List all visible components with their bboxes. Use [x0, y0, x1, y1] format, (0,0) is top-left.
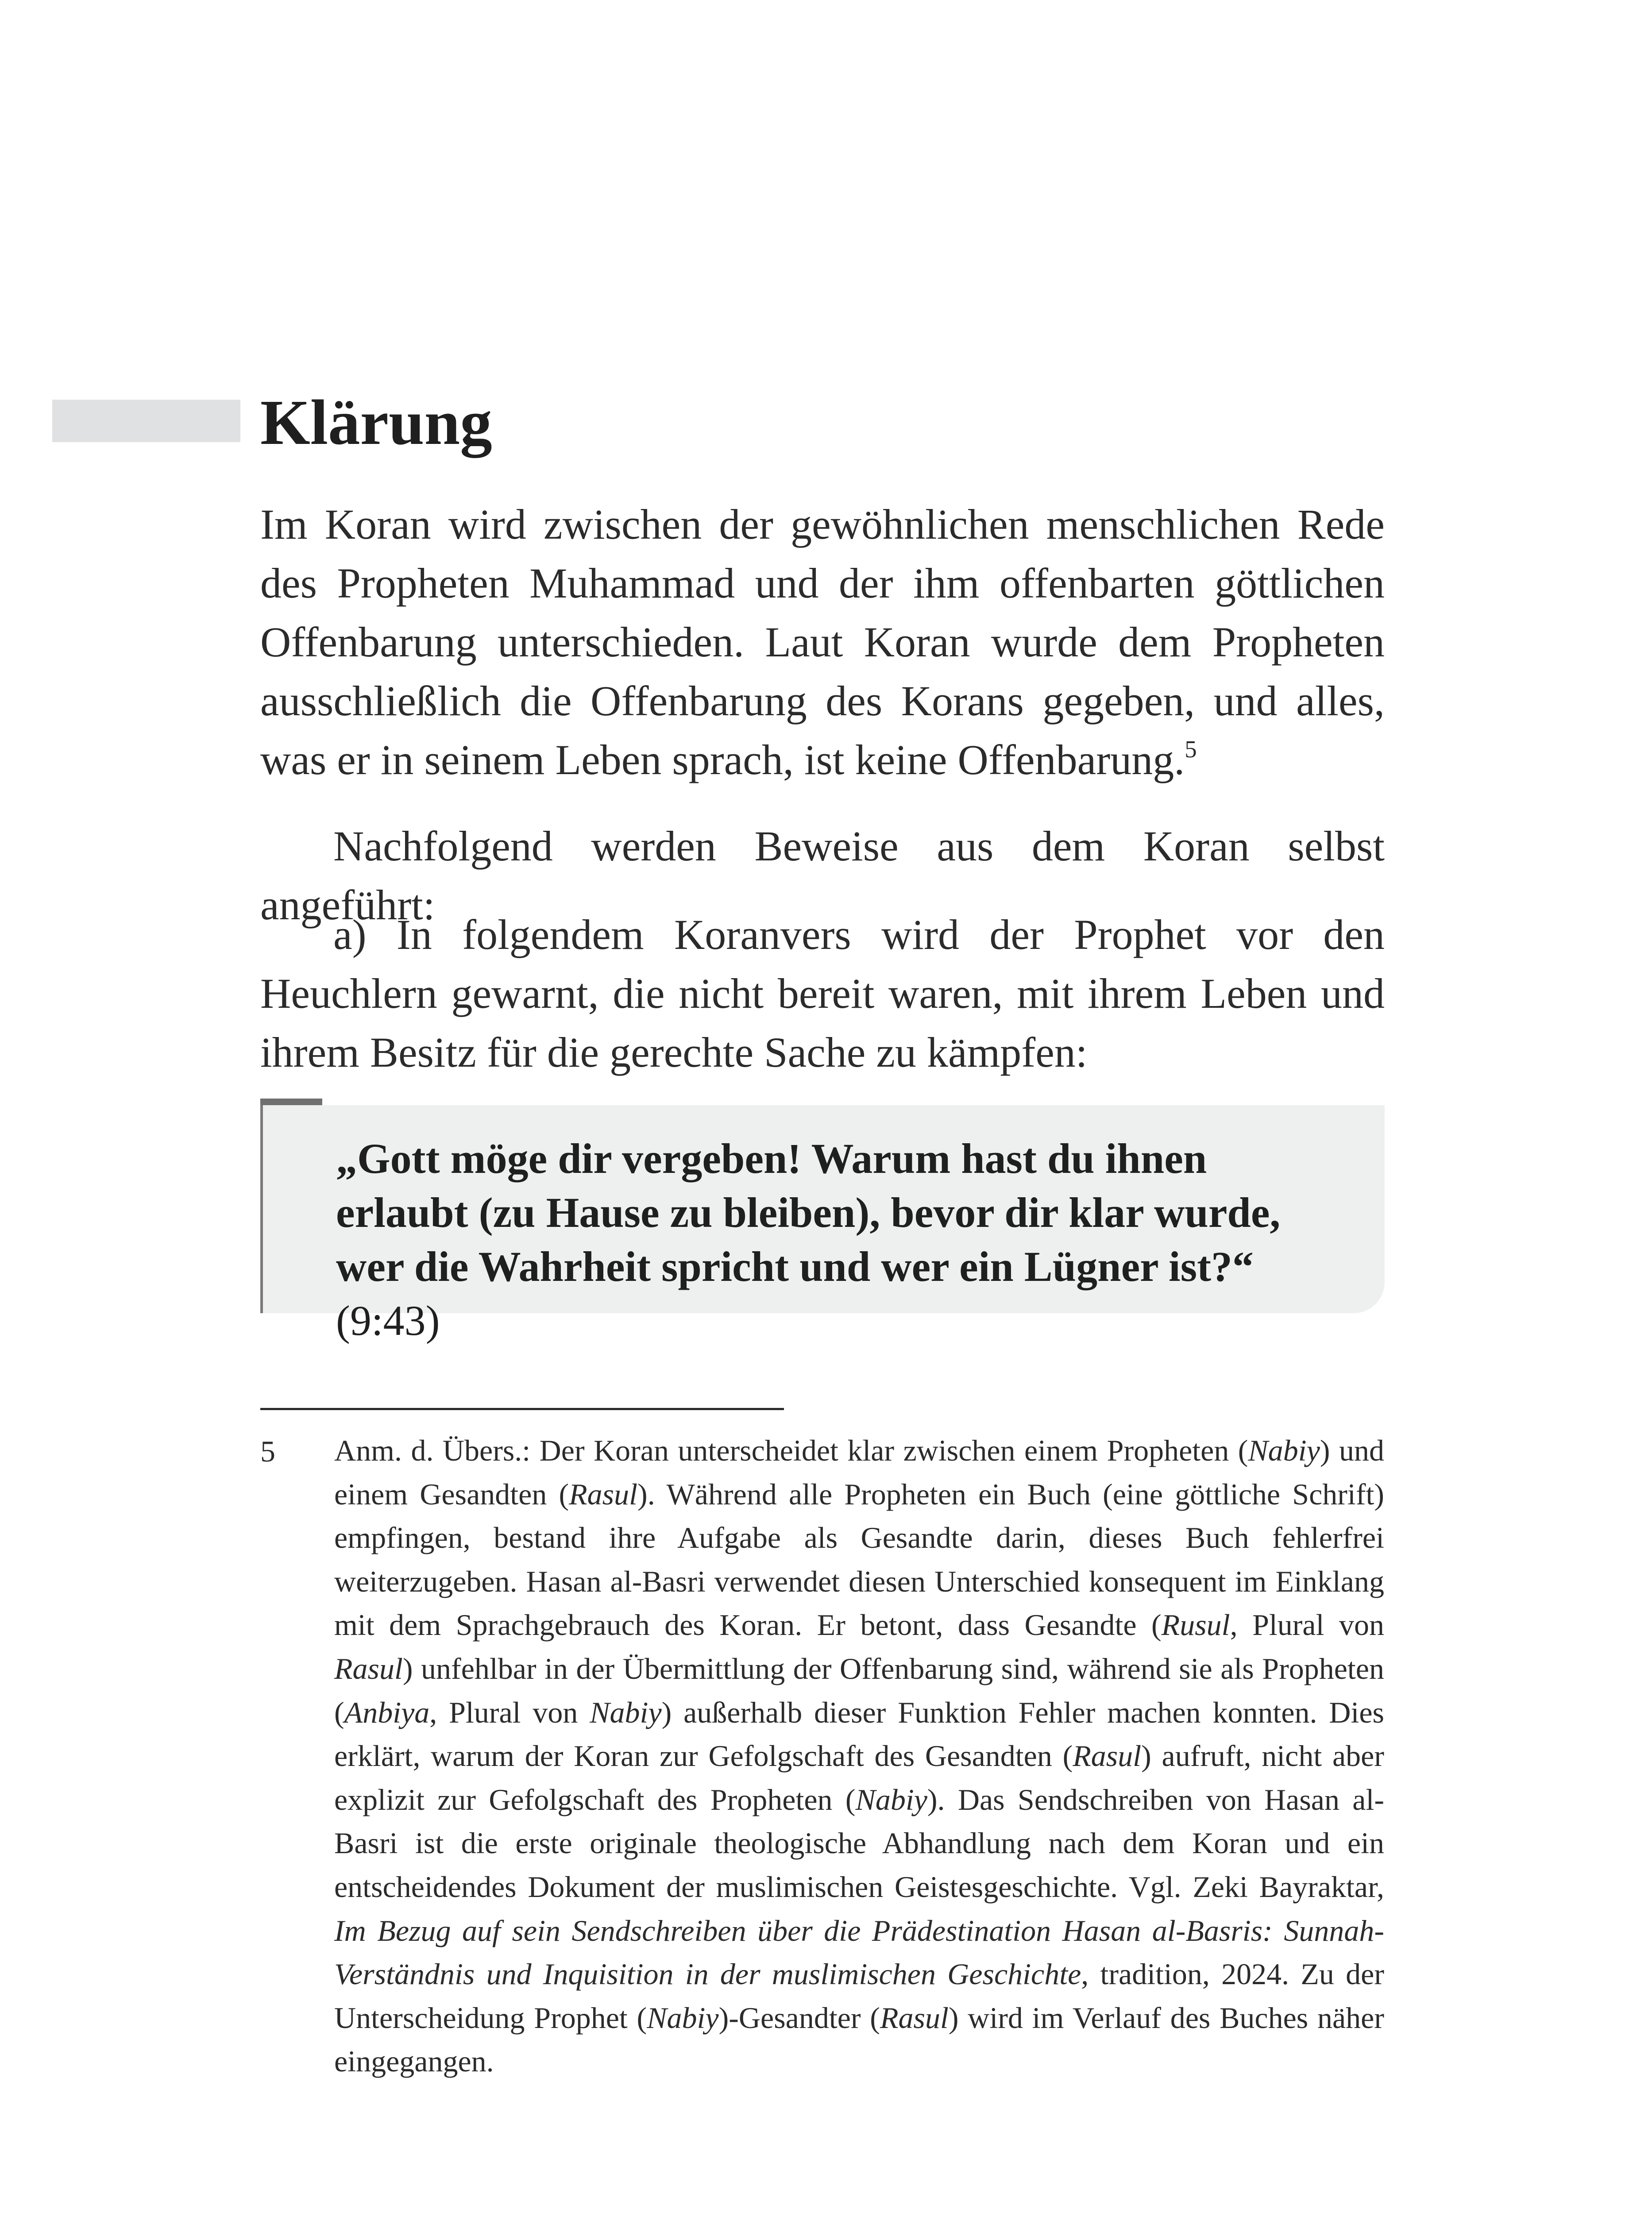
footnote-term: Rasul — [569, 1477, 638, 1511]
footnote-segment: )-Gesandter ( — [718, 2001, 880, 2035]
footnote-segment: , Plural von — [1230, 1608, 1384, 1642]
body-paragraph-2: Nachfolgend werden Beweise aus dem Koran selbst angeführt: — [260, 822, 1385, 929]
footnote-term: Rasul — [1073, 1739, 1142, 1773]
footnote-term: Rasul — [334, 1651, 403, 1685]
footnote-term: Nabiy — [855, 1782, 927, 1816]
body-paragraph-3: a) In folgendem Koranvers wird der Prophet vor den Heuchlern gewarnt, die nicht bereit waren, mit ihrem Leben und ihrem Besitz für die gerechte Sache zu kämpfen: — [260, 911, 1385, 1076]
footnote-book-title: Im Bezug auf sein Sendschreiben über die Prädestination Hasan al-Basris: Sunnah-Verständnis und Inquisition in der muslimischen Geschichte — [334, 1913, 1384, 1991]
footnote-segment: ) wird im Verlauf des Buches näher eingegangen. — [334, 2001, 1384, 2078]
footnote-term: Rusul — [1161, 1608, 1230, 1642]
heading-accent-bar — [52, 400, 240, 442]
footnote-divider — [260, 1408, 784, 1410]
footnote-segment: , Plural von — [429, 1695, 590, 1729]
footnote-term: Anbiya — [344, 1695, 430, 1729]
footnote-segment: Anm. d. Übers.: Der Koran unterscheidet klar zwischen einem Propheten ( — [334, 1434, 1248, 1467]
quote-paragraph — [336, 1132, 1336, 1348]
footnote-segment: ) unfehlbar in der Übermittlung der Offenbarung sind, während sie als Propheten ( — [334, 1651, 1384, 1729]
footnote-segment: ) aufruft, nicht aber explizit zur Gefolgschaft des Propheten ( — [334, 1739, 1384, 1816]
chapter-heading: Klärung — [260, 387, 492, 458]
footnote-segment: ) außerhalb dieser Funktion Fehler machen konnten. Dies erklärt, warum der Koran zur Gefolgschaft des Gesandten ( — [334, 1695, 1384, 1773]
body-paragraph-1 — [260, 495, 1385, 789]
quote-text: „Gott möge dir vergeben! Warum hast du ihnen erlaubt (zu Hause zu bleiben), bevor dir klar wurde, wer die Wahrheit spricht und wer ein Lügner ist?“ — [336, 1135, 1281, 1290]
footnote-segment: ) und einem Gesandten ( — [334, 1434, 1384, 1511]
quran-quote-box — [260, 1105, 1385, 1344]
footnote-number: 5 — [260, 1434, 275, 1468]
footnote-reference-5[interactable]: 5 — [1185, 736, 1197, 763]
footnote-term: Rasul — [880, 2001, 949, 2035]
footnote-term: Nabiy — [647, 2001, 719, 2035]
footnote-term: Nabiy — [590, 1695, 662, 1729]
paragraph-1-text: Im Koran wird zwischen der gewöhnlichen menschlichen Rede des Propheten Muhammad und der ihm offenbarten göttlichen Offenbarung unterschieden. Laut Koran wurde dem Propheten ausschließlich die Offenbarung des Korans gegeben, und alles, was er in seinem Leben sprach, ist keine Offenbarung. — [260, 501, 1385, 783]
footnote-segment: , tradition, 2024. Zu der Unterscheidung Prophet ( — [334, 1957, 1384, 2035]
footnote-segment: ). Das Sendschreiben von Hasan al-Basri ist die erste originale theologische Abhandlung nach dem Koran und ein entscheidendes Dokument der muslimischen Geistesgeschichte. Vgl. Zeki Bayraktar, — [334, 1782, 1384, 1904]
footnote-segment: ). Während alle Propheten ein Buch (eine göttliche Schrift) empfingen, bestand ihre Aufgabe als Gesandte darin, dieses Buch fehlerfrei weiterzugeben. Hasan al-Basri verwendet diesen Unterschied konsequent im Einklang mit dem Sprachgebrauch des Koran. Er betont, dass Gesandte ( — [334, 1477, 1384, 1642]
footnote-text — [334, 1429, 1384, 2083]
quote-reference: (9:43) — [336, 1297, 440, 1344]
footnote-term: Nabiy — [1248, 1434, 1320, 1467]
